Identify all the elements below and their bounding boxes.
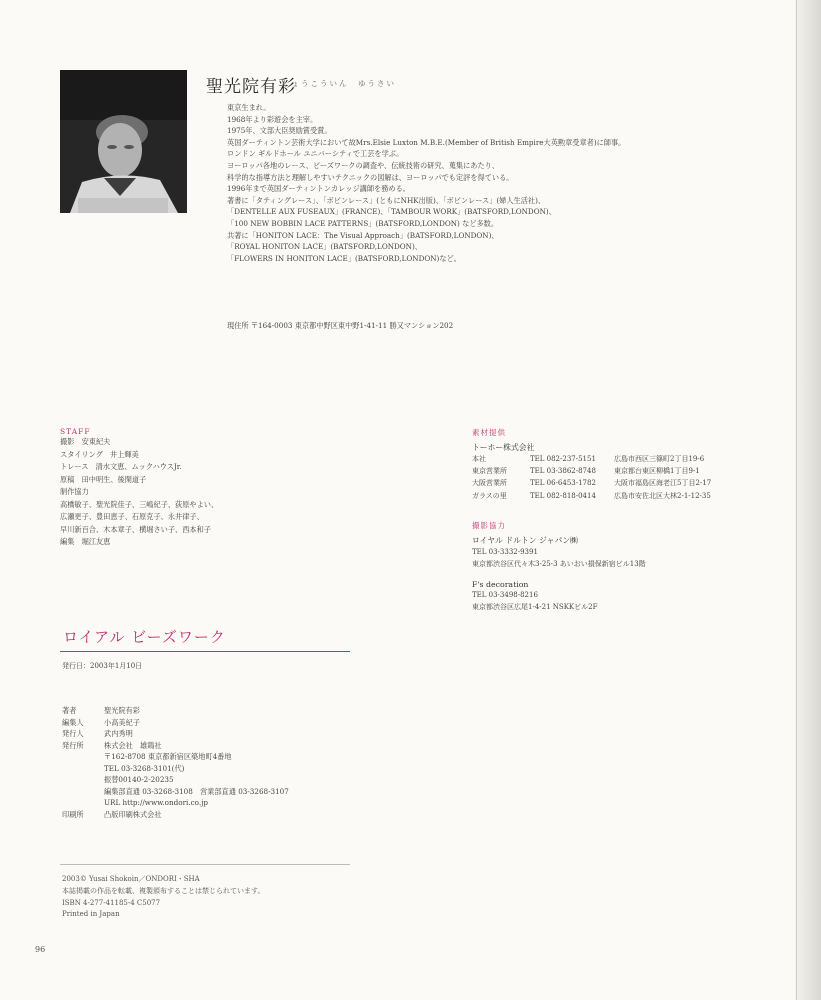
bio-line: 共著に「HONITON LACE：The Visual Approach」(BATSFORD,LONDON)、	[227, 230, 499, 240]
colophon-row	[62, 763, 289, 775]
materials-row	[472, 490, 792, 502]
materials-row	[472, 453, 792, 465]
colophon-value: 振替00140-2-20235	[104, 775, 174, 784]
supplier-credits	[472, 427, 792, 614]
branch-name: ガラスの里	[472, 491, 507, 500]
colophon-key: 発行人	[62, 729, 84, 738]
materials-company: トーホー株式会社	[472, 443, 535, 452]
photo-credit-address: 東京都渋谷区広尾1-4-21 NSKKビル2F	[472, 603, 598, 612]
materials-title: 素材提供	[472, 428, 506, 437]
colophon-row	[62, 717, 289, 729]
colophon-row	[62, 786, 289, 798]
branch-name: 大阪営業所	[472, 479, 507, 488]
colophon-value: 編集部直通 03-3268-3108 営業部直通 03-3268-3107	[104, 786, 289, 796]
staff-line: 広瀬更子、豊田恵子、石原克子、永井律子、	[60, 512, 204, 521]
colophon-value: 小高美紀子	[104, 717, 140, 727]
bio-line: ヨーロッパ各地のレース、ビーズワークの調査や、伝統技術の研究、蒐集にあたり、	[227, 160, 500, 170]
colophon-row	[62, 705, 289, 717]
bio-line: 1975年、文部大臣奨励賞受賞。	[227, 126, 332, 136]
colophon-row	[62, 728, 289, 740]
branch-name: 本社	[472, 455, 486, 463]
colophon-value: 凸版印刷株式会社	[104, 809, 162, 819]
colophon-key: 印刷所	[62, 809, 84, 819]
bio-line: 「ROYAL HONITON LACE」(BATSFORD,LONDON)、	[227, 242, 422, 252]
colophon-key	[62, 797, 104, 809]
staff-credits	[60, 427, 218, 549]
publication-date: 発行日：2003年1月10日	[62, 662, 143, 670]
branch-tel: TEL 082-237-5151	[530, 455, 596, 463]
materials-row	[472, 465, 792, 477]
author-bio	[227, 102, 787, 264]
colophon-value: 〒162-8708 東京都新宿区築地町4番地	[104, 752, 232, 761]
staff-line: トレース 清水文恵、ムックハウスJr.	[60, 462, 182, 471]
branch-address: 東京都台東区柳橋1丁目9-1	[614, 467, 700, 476]
bio-line: 「100 NEW BOBBIN LACE PATTERNS」(BATSFORD,LONDON) など多数。	[227, 218, 499, 228]
author-name: 聖光院有彩	[206, 77, 296, 97]
copyright-line: Printed in Japan	[62, 910, 120, 919]
photo-credit-name: F's decoration	[472, 580, 529, 590]
bio-line: 1996年まで英国ダーティントンカレッジ講師を務める。	[227, 184, 410, 194]
colophon-value: URL http://www.ondori.co.jp	[104, 798, 208, 807]
bio-line: 1968年より彩遊会を主宰。	[227, 114, 318, 124]
bio-line: ロンドン ギルドホール ユニバーシティで工芸を学ぶ。	[227, 149, 404, 159]
copyright-line: 本誌掲載の作品を転載、複製頒布することは禁じられています。	[62, 886, 265, 895]
copyright-line: ISBN 4-277-41185-4 C5077	[62, 898, 161, 907]
colophon-value: TEL 03-3268-3101(代)	[104, 763, 185, 773]
colophon	[62, 705, 289, 820]
staff-line: 早川新百合、木本章子、横堀さい子、西本和子	[60, 524, 211, 534]
colophon-key	[62, 751, 104, 763]
colophon-row	[62, 774, 289, 786]
bio-line: 「FLOWERS IN HONITON LACE」(BATSFORD,LONDON)など。	[227, 253, 461, 263]
staff-line: 撮影 安東紀夫	[60, 437, 111, 446]
branch-address: 広島市西区三篠町2丁目19-6	[614, 455, 705, 463]
staff-line: 高橋敏子、聖光院佳子、三嶋紀子、荻原やよい、	[60, 499, 219, 509]
photo-credit-tel: TEL 03-3498-8216	[472, 591, 538, 600]
bio-line: 著書に「タティングレース」、「ボビンレース」(ともにNHK出版)、「ボビンレース」(婦人生活社)、	[227, 195, 546, 205]
photo-credits-title: 撮影協力	[472, 520, 506, 530]
colophon-key: 著者	[62, 706, 77, 715]
copyright-rule	[60, 864, 350, 865]
copyright-block	[62, 874, 264, 921]
bio-line: 「DENTELLE AUX FUSEAUX」(FRANCE)、「TAMBOUR WORK」(BATSFORD,LONDON)、	[227, 207, 556, 217]
colophon-value: 株式会社 雄鶏社	[104, 740, 162, 750]
page-edge	[795, 0, 821, 1000]
branch-tel: TEL 06-6453-1782	[530, 479, 596, 488]
author-name-reading: しょうこういん ゆうさい	[282, 79, 396, 88]
colophon-row	[62, 797, 289, 809]
staff-line: 原稿 田中明生、後閑道子	[60, 474, 147, 484]
page-number: 96	[35, 945, 46, 954]
staff-title: STAFF	[60, 427, 91, 436]
branch-name: 東京営業所	[472, 467, 507, 476]
branch-tel: TEL 03-3862-8748	[530, 467, 596, 476]
colophon-key	[62, 763, 104, 775]
photo-credit-tel: TEL 03-3332-9391	[472, 547, 538, 556]
bio-line: 英国ダーティントン芸術大学において故Mrs.Elsie Luxton M.B.E.(Member of British Empire大英勲章受章者)に師事。	[227, 137, 626, 147]
colophon-value: 聖光院有彩	[104, 706, 140, 715]
bio-line: 東京生まれ。	[227, 103, 271, 112]
colophon-key: 発行所	[62, 740, 84, 750]
author-portrait-image	[60, 70, 187, 213]
branch-tel: TEL 082-818-0414	[530, 491, 596, 500]
staff-line: スタイリング 井上輝美	[60, 449, 139, 459]
colophon-value: 武内秀明	[104, 729, 133, 738]
colophon-key	[62, 774, 104, 786]
author-photo	[60, 70, 187, 213]
book-title: ロイアル ビーズワーク	[63, 628, 226, 646]
colophon-row	[62, 751, 289, 763]
title-rule	[60, 651, 350, 652]
branch-address: 大阪市福島区海老江5丁目2-17	[614, 479, 712, 488]
branch-address: 広島市安佐北区大林2-1-12-35	[614, 491, 711, 500]
staff-line: 制作協力	[60, 487, 89, 496]
colophon-row	[62, 740, 289, 752]
author-address: 現住所 〒164-0003 東京都中野区東中野1-41-11 勝又マンション202	[227, 321, 454, 330]
copyright-line: 2003© Yusai Shokoin／ONDORI・SHA	[62, 875, 200, 883]
staff-line: 編集 堀江友恵	[60, 537, 111, 546]
photo-credit-name: ロイヤル ドルトン ジャパン㈱	[472, 535, 578, 545]
colophon-row	[62, 809, 289, 821]
page-fold-line	[796, 0, 797, 1000]
colophon-key	[62, 786, 104, 798]
bio-line: 科学的な指導方法と理解しやすいテクニックの図解は、ヨーロッパでも定評を得ている。	[227, 172, 514, 182]
photo-credit-address: 東京都渋谷区代々木3-25-3 あいおい損保新宿ビル13階	[472, 560, 646, 569]
colophon-key: 編集人	[62, 717, 84, 727]
materials-row	[472, 477, 792, 489]
